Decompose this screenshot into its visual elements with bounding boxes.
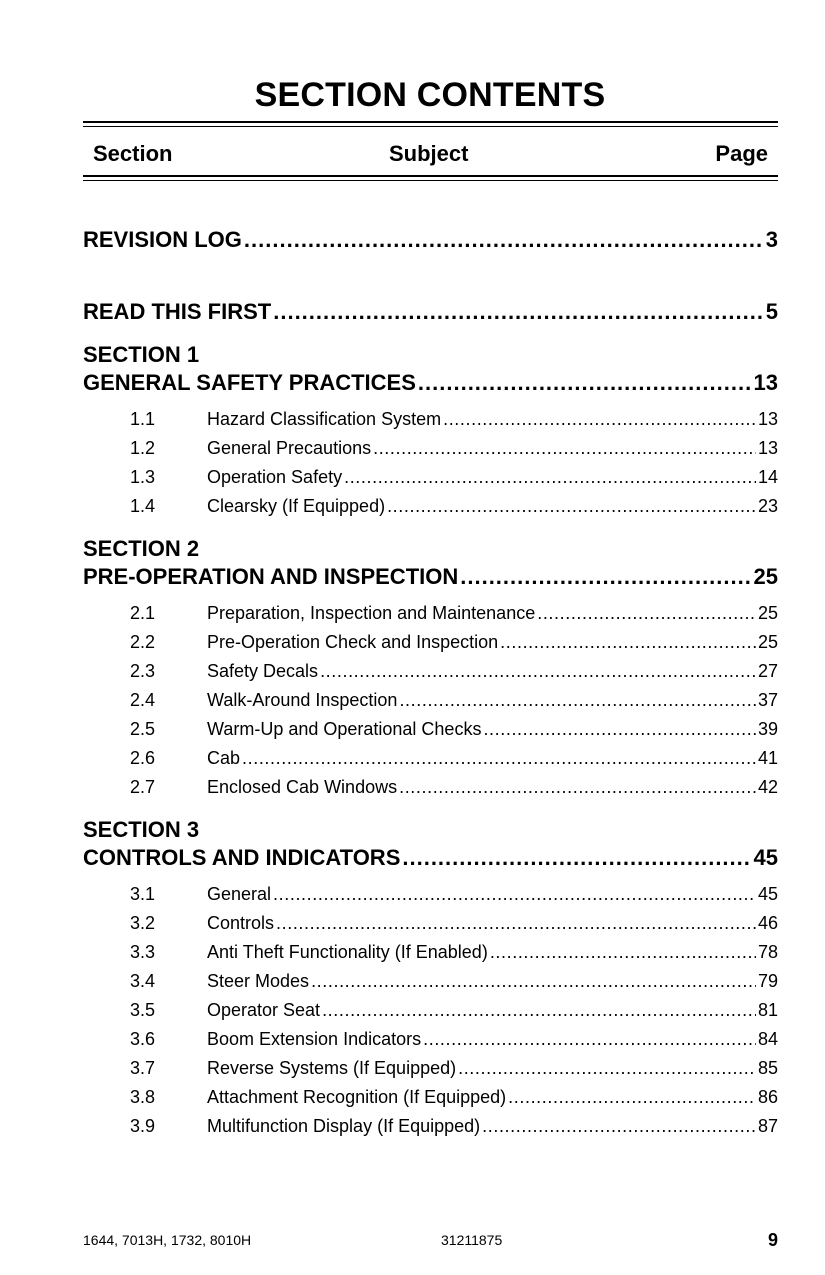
- toc-subentry[interactable]: [130, 911, 778, 935]
- toc-entry-section-1[interactable]: [83, 369, 778, 397]
- subentry-page: 45: [757, 884, 778, 904]
- toc-entry-page: 3: [765, 227, 778, 252]
- toc-subentry[interactable]: [130, 882, 778, 906]
- subentry-text: Clearsky (If Equipped): [207, 496, 386, 516]
- toc-entry-revision-log[interactable]: [83, 226, 778, 254]
- section-3-label: SECTION 3: [83, 817, 200, 842]
- subentry-page: 39: [757, 719, 778, 739]
- subentry-text: Boom Extension Indicators: [207, 1029, 422, 1049]
- subentry-number: 3.7: [130, 1058, 156, 1078]
- subentry-text: Reverse Systems (If Equipped): [207, 1058, 457, 1078]
- subentry-text: Operator Seat: [207, 1000, 321, 1020]
- dot-leader: [423, 1027, 756, 1051]
- column-header-subject: Subject: [389, 141, 469, 166]
- dot-leader: [242, 746, 756, 770]
- toc-subentry[interactable]: [130, 688, 778, 712]
- subentry-number: 2.1: [130, 603, 156, 623]
- toc-subentry[interactable]: [130, 940, 778, 964]
- subentry-page: 41: [757, 748, 778, 768]
- subentry-text: Warm-Up and Operational Checks: [207, 719, 482, 739]
- subentry-number: 3.5: [130, 1000, 156, 1020]
- subentry-number: 3.8: [130, 1087, 156, 1107]
- footer-doc-number: 31211875: [441, 1232, 503, 1248]
- dot-leader: [322, 998, 756, 1022]
- dot-leader: [320, 659, 756, 683]
- dot-leader: [460, 563, 751, 591]
- section-2-label: SECTION 2: [83, 536, 200, 561]
- subentry-text: General Precautions: [207, 438, 372, 458]
- dot-leader: [458, 1056, 756, 1080]
- dot-leader: [273, 298, 764, 326]
- section-title: GENERAL SAFETY PRACTICES: [83, 370, 416, 395]
- dot-leader: [402, 844, 751, 872]
- subentry-number: 2.5: [130, 719, 156, 739]
- subentry-number: 3.1: [130, 884, 156, 904]
- toc-subentry[interactable]: [130, 436, 778, 460]
- column-header-page: Page: [715, 141, 768, 166]
- subentry-page: 84: [757, 1029, 778, 1049]
- subentry-page: 46: [757, 913, 778, 933]
- dot-leader: [508, 1085, 756, 1109]
- subentry-number: 3.6: [130, 1029, 156, 1049]
- subentry-text: Anti Theft Functionality (If Enabled): [207, 942, 488, 962]
- toc-subentry[interactable]: [130, 746, 778, 770]
- header-bottom-rule: [83, 175, 778, 181]
- subentry-text: Attachment Recognition (If Equipped): [207, 1087, 507, 1107]
- dot-leader: [483, 717, 756, 741]
- toc-subentry[interactable]: [130, 465, 778, 489]
- toc-subentry[interactable]: [130, 630, 778, 654]
- subentry-number: 2.7: [130, 777, 156, 797]
- subentry-page: 86: [757, 1087, 778, 1107]
- toc-entry-section-2[interactable]: [83, 563, 778, 591]
- subentry-page: 25: [757, 632, 778, 652]
- dot-leader: [537, 601, 756, 625]
- subentry-number: 1.3: [130, 467, 156, 487]
- subentry-number: 2.4: [130, 690, 156, 710]
- subentry-number: 3.9: [130, 1116, 156, 1136]
- toc-entry-section-3[interactable]: [83, 844, 778, 872]
- subentry-number: 3.3: [130, 942, 156, 962]
- column-header-section: Section: [93, 141, 173, 166]
- subentry-text: Preparation, Inspection and Maintenance: [207, 603, 536, 623]
- section-page: 25: [753, 564, 778, 589]
- subentry-text: Hazard Classification System: [207, 409, 442, 429]
- subentry-number: 2.6: [130, 748, 156, 768]
- toc-subentry[interactable]: [130, 601, 778, 625]
- subentry-number: 1.1: [130, 409, 156, 429]
- dot-leader: [273, 882, 756, 906]
- toc-subentry[interactable]: [130, 1056, 778, 1080]
- subentry-number: 1.2: [130, 438, 156, 458]
- toc-entry-page: 5: [765, 299, 778, 324]
- subentry-text: General: [207, 884, 272, 904]
- toc-subentry[interactable]: [130, 717, 778, 741]
- toc-subentry[interactable]: [130, 1085, 778, 1109]
- toc-entry-label: REVISION LOG: [83, 227, 242, 252]
- dot-leader: [387, 494, 756, 518]
- subentry-text: Controls: [207, 913, 275, 933]
- dot-leader: [418, 369, 752, 397]
- subentry-page: 78: [757, 942, 778, 962]
- subentry-page: 25: [757, 603, 778, 623]
- footer-models: 1644, 7013H, 1732, 8010H: [83, 1232, 252, 1248]
- subentry-page: 81: [757, 1000, 778, 1020]
- toc-subentry[interactable]: [130, 775, 778, 799]
- footer-page-number: 9: [767, 1230, 778, 1250]
- toc-subentry[interactable]: [130, 1114, 778, 1138]
- toc-subentry[interactable]: [130, 998, 778, 1022]
- subentry-page: 13: [757, 409, 778, 429]
- subentry-text: Cab: [207, 748, 241, 768]
- dot-leader: [399, 775, 756, 799]
- subentry-page: 87: [757, 1116, 778, 1136]
- subentry-page: 27: [757, 661, 778, 681]
- subentry-text: Multifunction Display (If Equipped): [207, 1116, 481, 1136]
- toc-subentry[interactable]: [130, 969, 778, 993]
- section-title: CONTROLS AND INDICATORS: [83, 845, 401, 870]
- toc-subentry[interactable]: [130, 407, 778, 431]
- subentry-page: 13: [757, 438, 778, 458]
- dot-leader: [399, 688, 756, 712]
- page-title: SECTION CONTENTS: [254, 76, 606, 114]
- dot-leader: [244, 226, 764, 254]
- subentry-page: 85: [757, 1058, 778, 1078]
- toc-entry-read-this-first[interactable]: [83, 298, 778, 326]
- subentry-number: 3.4: [130, 971, 156, 991]
- subentry-number: 2.2: [130, 632, 156, 652]
- toc-entry-label: READ THIS FIRST: [83, 299, 272, 324]
- dot-leader: [344, 465, 756, 489]
- subentry-number: 1.4: [130, 496, 156, 516]
- toc-subentry[interactable]: [130, 494, 778, 518]
- subentry-text: Operation Safety: [207, 467, 343, 487]
- section-page: 45: [753, 845, 778, 870]
- toc-subentry[interactable]: [130, 659, 778, 683]
- dot-leader: [500, 630, 756, 654]
- subentry-text: Pre-Operation Check and Inspection: [207, 632, 499, 652]
- subentry-page: 42: [757, 777, 778, 797]
- dot-leader: [482, 1114, 756, 1138]
- dot-leader: [490, 940, 756, 964]
- dot-leader: [373, 436, 756, 460]
- column-header-row: [93, 141, 768, 169]
- subentry-page: 37: [757, 690, 778, 710]
- subentry-text: Safety Decals: [207, 661, 319, 681]
- subentry-number: 2.3: [130, 661, 156, 681]
- subentry-page: 79: [757, 971, 778, 991]
- subentry-page: 14: [757, 467, 778, 487]
- dot-leader: [276, 911, 756, 935]
- dot-leader: [443, 407, 756, 431]
- subentry-text: Walk-Around Inspection: [207, 690, 398, 710]
- section-1-label: SECTION 1: [83, 342, 200, 367]
- subentry-text: Steer Modes: [207, 971, 310, 991]
- subentry-number: 3.2: [130, 913, 156, 933]
- header-top-rule: [83, 121, 778, 127]
- subentry-page: 23: [757, 496, 778, 516]
- section-title: PRE-OPERATION AND INSPECTION: [83, 564, 459, 589]
- subentry-text: Enclosed Cab Windows: [207, 777, 398, 797]
- section-page: 13: [753, 370, 778, 395]
- toc-subentry[interactable]: [130, 1027, 778, 1051]
- dot-leader: [311, 969, 756, 993]
